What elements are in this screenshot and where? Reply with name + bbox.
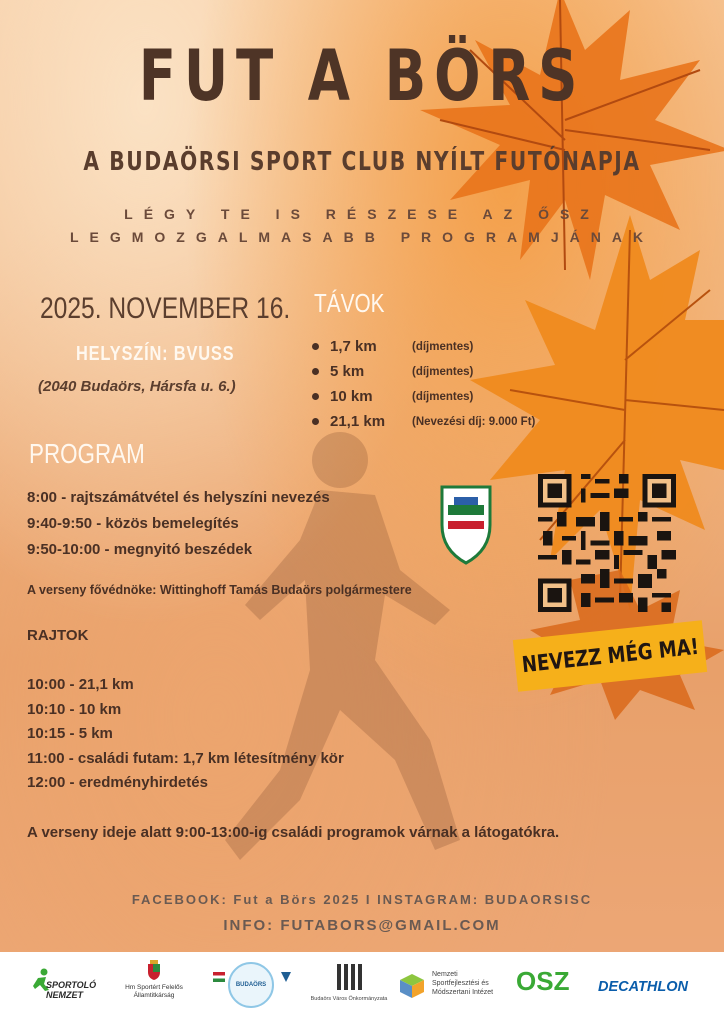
osz-logo: [516, 966, 592, 1006]
ministry-logo: [110, 960, 198, 1016]
budaors-badge: [228, 962, 274, 1008]
distance-item: [312, 409, 535, 434]
distance-km: 10 km: [330, 388, 373, 405]
municipality-logo: [300, 962, 398, 1016]
distance-km: 21,1 km: [330, 413, 386, 430]
schedule-item: 8:00 - rajtszámátvétel és helyszíni nevezés: [27, 489, 330, 506]
patron-text: A verseny fővédnöke: Wittinghoff Tamás Budaörs polgármestere: [27, 583, 412, 597]
event-venue: HELYSZÍN: BVUSS: [76, 343, 235, 365]
distance-note: (díjmentes): [412, 365, 474, 378]
bullet-icon: [312, 343, 319, 350]
osz-text: OSZ: [516, 966, 570, 996]
rajtok-list: [27, 673, 344, 796]
pillars-icon: [334, 962, 364, 992]
event-subtitle: A BUDAÖRSI SPORT CLUB NYÍLT FUTÓNAPJA: [83, 147, 641, 177]
nsmi-text-3: Módszertani Intézet: [432, 989, 494, 996]
nsmi-text: [432, 970, 493, 997]
closing-text: A verseny ideje alatt 9:00-13:00-ig családi programok várnak a látogatókra.: [27, 824, 560, 841]
nemzet-text: NEMZET: [46, 990, 83, 1000]
bullet-icon: [312, 393, 319, 400]
distance-km: 5 km: [330, 363, 365, 380]
flag-icon: [213, 972, 225, 982]
distance-note: (díjmentes): [412, 390, 474, 403]
info-email: INFO: FUTABORS@GMAIL.COM: [223, 917, 501, 934]
shield-icon: [281, 972, 291, 982]
rajtok-item: 11:00 - családi futam: 1,7 km létesítmény kör: [27, 749, 344, 767]
decathlon-text: DECATHLON: [598, 979, 688, 995]
tagline-line-1: LÉGY TE IS RÉSZESE AZ ŐSZ: [124, 206, 600, 222]
nsmi-text-1: Nemzeti: [432, 971, 458, 978]
ministry-text-2: Államtitkárság: [133, 992, 175, 999]
tagline-line-2: LEGMOZGALMASABB PROGRAMJÁNAK: [69, 229, 655, 245]
nsmi-logo: [398, 964, 508, 1014]
distances-list: [312, 334, 535, 434]
bullet-icon: [312, 368, 319, 375]
club-crest-icon: [440, 485, 492, 565]
rajtok-item: 10:10 - 10 km: [27, 700, 122, 718]
bullet-icon: [312, 418, 319, 425]
program-title: PROGRAM: [29, 438, 145, 469]
municipality-text: Budaörs Város Önkormányzata: [310, 996, 388, 1002]
coat-of-arms-icon: [147, 960, 161, 980]
schedule-list: [27, 485, 330, 563]
rajtok-title: RAJTOK: [27, 627, 89, 644]
distances-title: TÁVOK: [314, 288, 385, 318]
event-title: FUT A BÖRS: [138, 35, 586, 117]
nsmi-text-2: Sportfejlesztési és: [432, 980, 489, 987]
distance-note: (díjmentes): [412, 340, 474, 353]
rajtok-item: 12:00 - eredményhirdetés: [27, 774, 208, 791]
sponsor-strip: [0, 952, 724, 1024]
distance-item: [312, 334, 535, 359]
distance-note: (Nevezési díj: 9.000 Ft): [412, 415, 536, 428]
cubes-icon: [398, 972, 426, 1000]
rajtok-item: 10:15 - 5 km: [27, 725, 113, 742]
register-now-label: NEVEZZ MÉG MA!: [520, 634, 700, 678]
budaors-badge-text: BUDAÖRS: [235, 982, 267, 988]
distance-km: 1,7 km: [330, 338, 377, 355]
ministry-text-1: Hm Sportért Felelős: [125, 984, 183, 991]
sportolo-text: SPORTOLÓ: [46, 980, 97, 990]
qr-code[interactable]: [538, 474, 676, 612]
decathlon-logo: [598, 976, 714, 998]
social-links: FACEBOOK: Fut a Börs 2025 I INSTAGRAM: BUDAORSISC: [131, 892, 593, 907]
rajtok-item: 10:00 - 21,1 km: [27, 676, 134, 693]
schedule-item: 9:40-9:50 - közös bemelegítés: [27, 515, 239, 532]
distance-item: [312, 359, 535, 384]
event-date: 2025. NOVEMBER 16.: [40, 292, 291, 325]
event-address: (2040 Budaörs, Hársfa u. 6.): [38, 378, 236, 395]
sportolo-nemzet-logo: [32, 966, 97, 1010]
schedule-item: 9:50-10:00 - megnyitó beszédek: [27, 541, 253, 558]
distance-item: [312, 384, 535, 409]
